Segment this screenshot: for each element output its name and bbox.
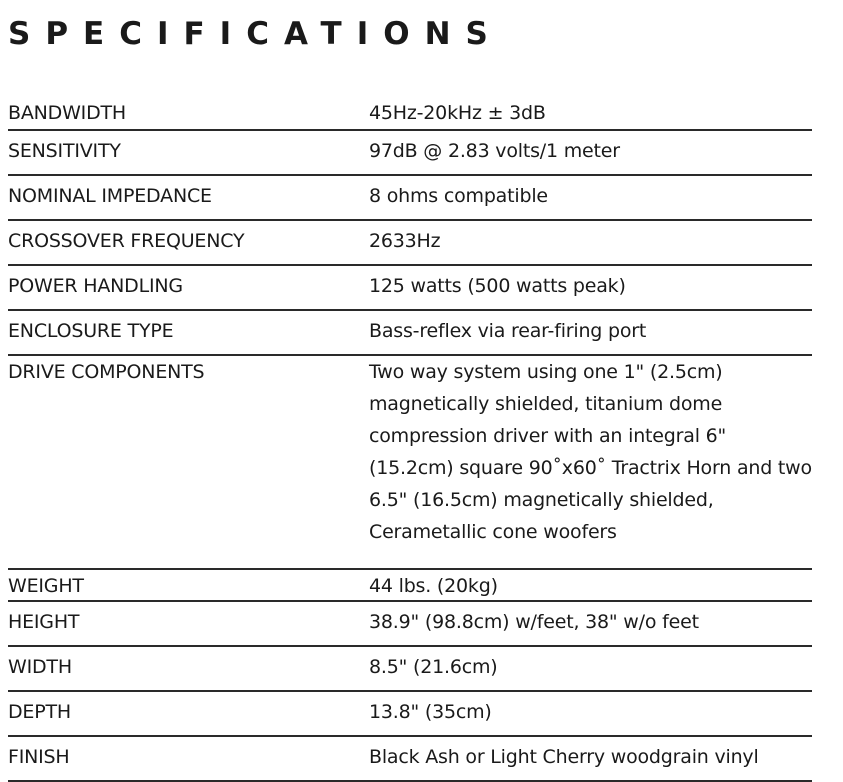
spec-row-weight [8, 570, 812, 602]
spec-label: POWER HANDLING [8, 275, 183, 297]
spec-label: NOMINAL IMPEDANCE [8, 185, 212, 207]
spec-value: Black Ash or Light Cherry woodgrain vinyl [369, 746, 759, 768]
spec-value: 125 watts (500 watts peak) [369, 275, 626, 297]
spec-row-depth [8, 692, 812, 737]
spec-label: CROSSOVER FREQUENCY [8, 230, 245, 252]
spec-value: 97dB @ 2.83 volts/1 meter [369, 140, 620, 162]
spec-label: ENCLOSURE TYPE [8, 320, 174, 342]
specifications-table [8, 97, 812, 782]
spec-row-crossover-frequency [8, 221, 812, 266]
spec-value: 2633Hz [369, 230, 441, 252]
spec-row-width [8, 647, 812, 692]
spec-value: 45Hz-20kHz ± 3dB [369, 102, 546, 124]
spec-value: 38.9" (98.8cm) w/feet, 38" w/o feet [369, 611, 699, 633]
spec-value: 8 ohms compatible [369, 185, 548, 207]
spec-row-sensitivity [8, 131, 812, 176]
spec-row-height [8, 602, 812, 647]
spec-value: 13.8" (35cm) [369, 701, 492, 723]
spec-value: Two way system using one 1" (2.5cm) magnetically shielded, titanium dome compression driver with an integral 6" (15.2cm) square 90˚x60˚ Tractrix Horn and two 6.5" (16.5cm) magnetically shielded, Cerametallic cone woofers [369, 361, 812, 543]
spec-label: WEIGHT [8, 575, 84, 597]
spec-row-drive-components [8, 356, 812, 570]
spec-row-bandwidth [8, 97, 812, 131]
spec-label: BANDWIDTH [8, 102, 126, 124]
spec-label: WIDTH [8, 656, 72, 678]
spec-row-enclosure-type [8, 311, 812, 356]
spec-value: 8.5" (21.6cm) [369, 656, 498, 678]
spec-label: SENSITIVITY [8, 140, 121, 162]
spec-row-nominal-impedance [8, 176, 812, 221]
page-title: SPECIFICATIONS [8, 16, 503, 52]
spec-label: DRIVE COMPONENTS [8, 361, 205, 383]
spec-label: HEIGHT [8, 611, 80, 633]
spec-label: DEPTH [8, 701, 71, 723]
spec-row-finish [8, 737, 812, 782]
spec-label: FINISH [8, 746, 70, 768]
spec-row-power-handling [8, 266, 812, 311]
spec-value: Bass-reflex via rear-firing port [369, 320, 647, 342]
spec-value: 44 lbs. (20kg) [369, 575, 498, 597]
